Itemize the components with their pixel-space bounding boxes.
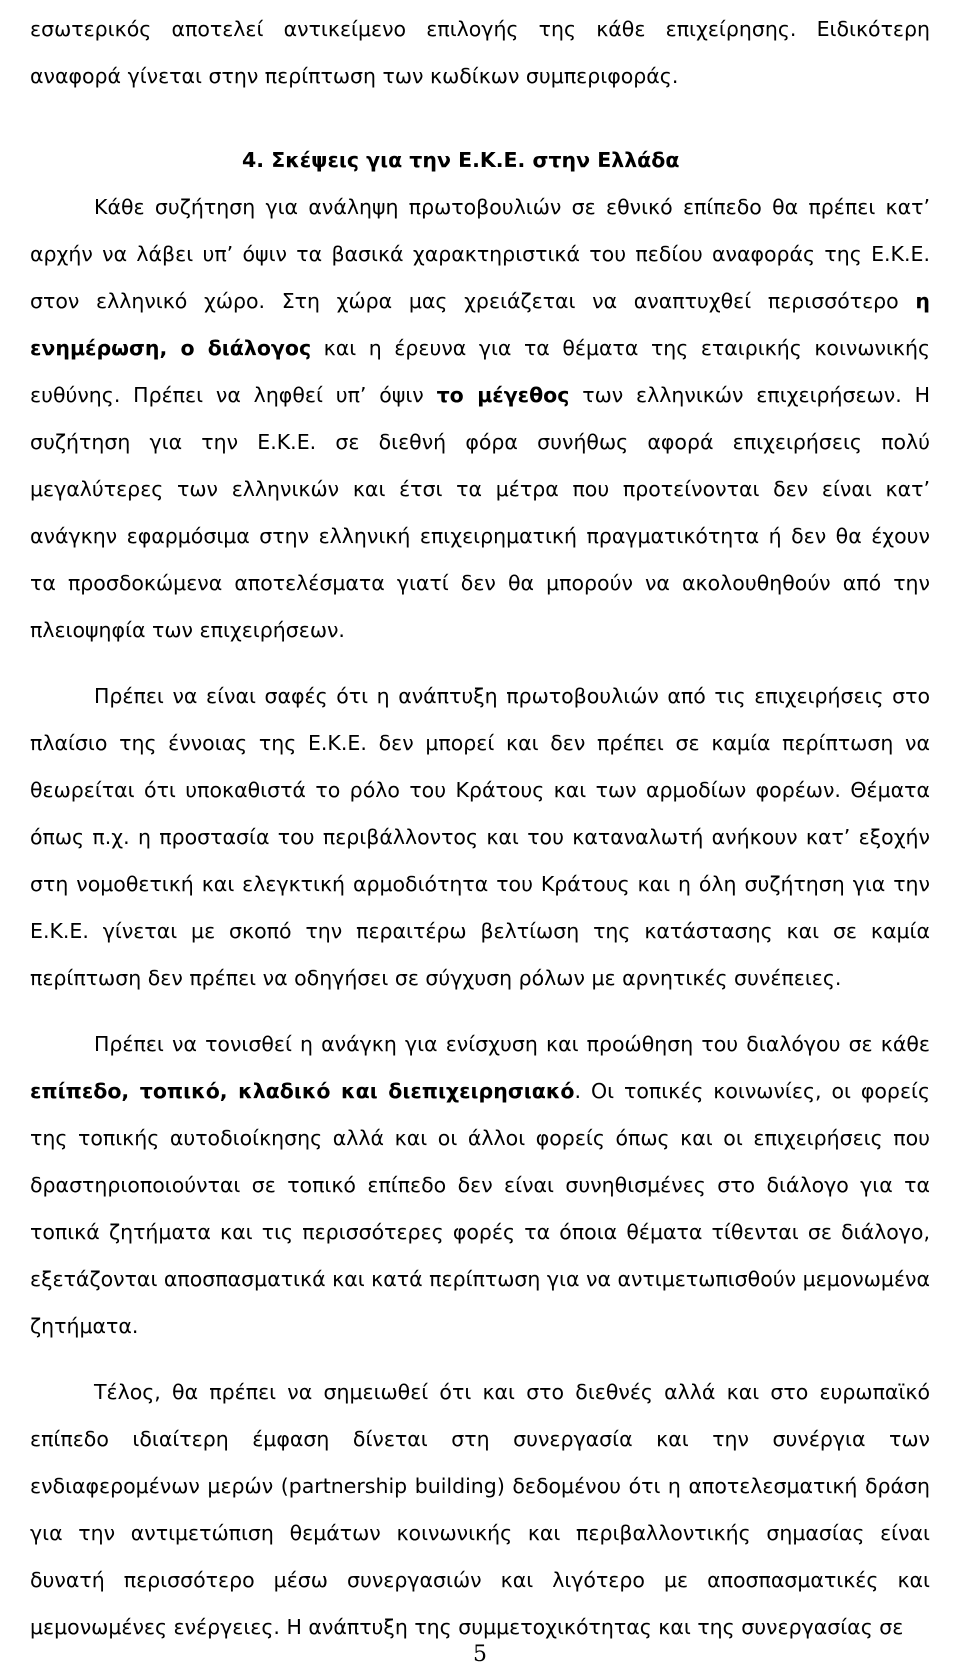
paragraph-text: και η έρευνα για τα θέματα της εταιρικής κοινωνικής ευθύνης. Πρέπει να ληφθεί υπ’ όψιν (30, 336, 930, 407)
paragraph-state-role (30, 673, 930, 1002)
paragraph-text: . Οι τοπικές κοινωνίες, οι φορείς της τοπικής αυτοδιοίκησης αλλά και οι άλλοι φορείς όπως και οι επιχειρήσεις που δραστηριοποιούνται σε τοπικό επίπεδο δεν είναι συνηθισμένες στο διάλογο για τα τοπικά ζητήματα και τις περισσότερες φορές τα όποια θέματα τίθενται σε διάλογο, εξετάζονται αποσπασματικά και κατά περίπτωση για να αντιμετωπισθούν μεμονωμένα ζητήματα. (30, 1079, 930, 1338)
page-number: 5 (473, 1642, 487, 1667)
emphasis-text: η ενημέρωση, ο διάλογος (30, 289, 930, 360)
paragraph-partnership (30, 1369, 930, 1651)
intro-text: εσωτερικός αποτελεί αντικείμενο επιλογής της κάθε επιχείρησης. Ειδικότερη αναφορά γίνεται στην περίπτωση των κωδίκων συμπεριφοράς. (30, 17, 930, 88)
section-heading (30, 137, 930, 184)
paragraph-text: Κάθε συζήτηση για ανάληψη πρωτοβουλιών σε εθνικό επίπεδο θα πρέπει κατ’ αρχήν να λάβει υπ’ όψιν τα βασικά χαρακτηριστικά του πεδίου αναφοράς της Ε.Κ.Ε. στον ελληνικό χώρο. Στη χώρα μας χρειάζεται να αναπτυχθεί περισσότερο (30, 195, 930, 313)
paragraph-text: Πρέπει να τονισθεί η ανάγκη για ενίσχυση και προώθηση του διαλόγου σε κάθε (94, 1032, 930, 1056)
paragraph-text: Τέλος, θα πρέπει να σημειωθεί ότι και στο διεθνές αλλά και στο ευρωπαϊκό επίπεδο ιδιαίτερη έμφαση δίνεται στη συνεργασία και την συνέργια των ενδιαφερομένων μερών (partnership building) δεδομένου ότι η αποτελεσματική δράση για την αντιμετώπιση θεμάτων κοινωνικής και περιβαλλοντικής σημασίας είναι δυνατή περισσότερο μέσω συνεργασιών και λιγότερο με αποσπασματικές και μεμονωμένες ενέργειες. Η ανάπτυξη της συμμετοχικότητας και της συνεργασίας σε (30, 1380, 930, 1639)
paragraph-national-initiatives (30, 184, 930, 654)
section-heading-text: 4. Σκέψεις για την Ε.Κ.Ε. στην Ελλάδα (242, 148, 680, 172)
intro-paragraph (30, 6, 930, 100)
paragraph-text: Πρέπει να είναι σαφές ότι η ανάπτυξη πρωτοβουλιών από τις επιχειρήσεις στο πλαίσιο της έννοιας της Ε.Κ.Ε. δεν μπορεί και δεν πρέπει σε καμία περίπτωση να θεωρείται ότι υποκαθιστά το ρόλο του Κράτους και των αρμοδίων φορέων. Θέματα όπως π.χ. η προστασία του περιβάλλοντος και του καταναλωτή ανήκουν κατ’ εξοχήν στη νομοθετική και ελεγκτική αρμοδιότητα του Κράτους και η όλη συζήτηση για την Ε.Κ.Ε. γίνεται με σκοπό την περαιτέρω βελτίωση της κατάστασης και σε καμία περίπτωση δεν πρέπει να οδηγήσει σε σύγχυση ρόλων με αρνητικές συνέπειες. (30, 684, 930, 990)
emphasis-text: επίπεδο, τοπικό, κλαδικό και διεπιχειρησιακό (30, 1079, 575, 1103)
paragraph-text: των ελληνικών επιχειρήσεων. Η συζήτηση για την Ε.Κ.Ε. σε διεθνή φόρα συνήθως αφορά επιχειρήσεις πολύ μεγαλύτερες των ελληνικών και έτσι τα μέτρα που προτείνονται δεν είναι κατ’ ανάγκην εφαρμόσιμα στην ελληνική επιχειρηματική πραγματικότητα ή δεν θα έχουν τα προσδοκώμενα αποτελέσματα γιατί δεν θα μπορούν να ακολουθηθούν από την πλειοψηφία των επιχειρήσεων. (30, 383, 930, 642)
paragraph-dialogue (30, 1021, 930, 1350)
emphasis-text: το μέγεθος (436, 383, 570, 407)
document-body (30, 6, 930, 1651)
